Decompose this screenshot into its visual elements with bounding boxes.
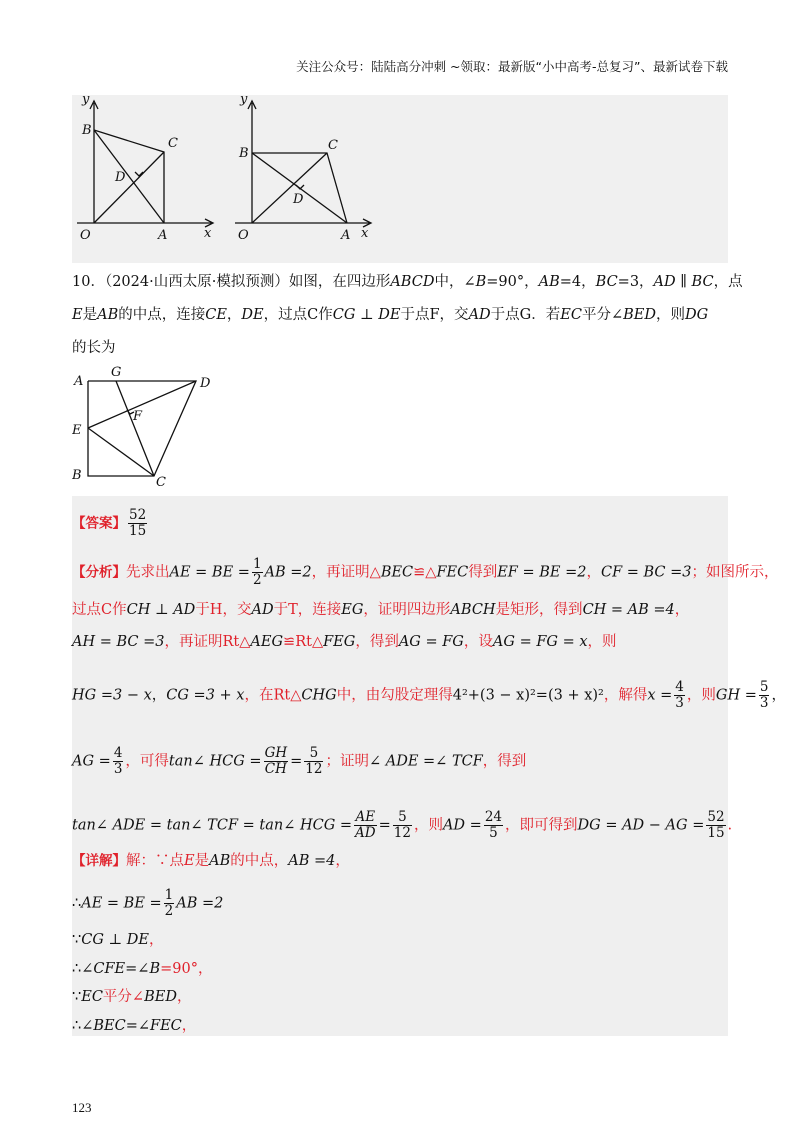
analysis-line-2	[72, 600, 689, 620]
math: AB =2	[264, 564, 312, 581]
math: FEC	[436, 564, 469, 581]
text: ，	[586, 564, 601, 581]
detail-line-5	[72, 987, 191, 1007]
text: 过点C作	[72, 602, 127, 618]
answer-tag: 【答案】	[72, 515, 126, 532]
numerator: 1	[252, 556, 262, 572]
text: =90°，	[160, 961, 213, 977]
fig1-label-B: B	[82, 123, 92, 138]
math: AE = BE =	[81, 895, 162, 912]
text: ，	[148, 932, 164, 948]
denominator: 2	[164, 903, 174, 919]
analysis-tag: 【分析】	[72, 564, 126, 581]
math: AD	[251, 602, 274, 618]
denominator: CH	[264, 761, 287, 777]
label-F: F	[133, 409, 143, 424]
text: 先求出	[126, 564, 170, 581]
text: ∵	[72, 932, 82, 948]
math: BC	[595, 274, 618, 290]
numerator: 52	[129, 507, 147, 523]
math: AG = FG	[398, 634, 464, 650]
math: =∠	[125, 961, 150, 977]
fig1-label-D: D	[115, 170, 126, 185]
fraction	[759, 680, 770, 711]
math: AG = FG = x	[492, 634, 588, 650]
text: ，设	[463, 634, 493, 650]
math: ∠ ADE =∠ TCF	[368, 753, 483, 770]
math: DE	[241, 307, 264, 323]
problem-line-1	[72, 272, 743, 292]
math: AB =4	[288, 853, 336, 869]
fig1-label-O: O	[80, 228, 91, 243]
detail-line-3	[72, 930, 163, 950]
fraction	[252, 557, 263, 588]
math: EG	[341, 602, 364, 618]
math: AD =	[442, 817, 482, 834]
text: ∴∠	[72, 961, 94, 977]
label-E: E	[72, 423, 82, 438]
analysis-line-3	[72, 632, 617, 652]
math: AEG	[250, 634, 284, 650]
analysis-line-1	[72, 557, 779, 588]
text: 平分∠	[581, 307, 624, 323]
text: ∴∠	[72, 1018, 94, 1034]
denominator: AD	[355, 825, 376, 841]
numerator: 24	[484, 809, 502, 825]
fraction	[674, 680, 685, 711]
math: CHG	[301, 687, 337, 704]
text: 于H，交	[195, 602, 252, 618]
math: CFE	[93, 961, 126, 977]
text: 于点F，交	[400, 307, 469, 323]
text: ≌△	[413, 564, 437, 581]
fig1-label-y: y	[82, 95, 90, 107]
fig2-label-O: O	[238, 228, 249, 243]
denominator: 15	[129, 523, 147, 539]
text: ，则	[686, 687, 716, 704]
text: ，过点C作	[263, 307, 333, 323]
text: 得到	[468, 564, 498, 581]
denominator: 2	[252, 572, 262, 588]
numerator: 4	[113, 745, 123, 761]
math: EF = BE =2	[497, 564, 587, 581]
denominator: 3	[759, 695, 769, 711]
math: BEC	[380, 564, 414, 581]
text: =90°，	[486, 274, 539, 290]
analysis-line-5	[72, 746, 526, 777]
math: CG =3 + x	[166, 687, 245, 704]
math: AH = BC =3	[72, 634, 165, 650]
analysis-line-4	[72, 680, 786, 711]
text: ，	[181, 1018, 197, 1034]
math: FEG	[323, 634, 356, 650]
text: ，	[771, 687, 786, 704]
text: ，点	[713, 274, 743, 290]
fraction	[354, 810, 377, 841]
text: 是矩形，得到	[495, 602, 583, 618]
text: ，再证明Rt△	[164, 634, 251, 650]
fig2-label-y: y	[240, 95, 248, 107]
fig2-label-B: B	[239, 146, 249, 161]
text: ，	[674, 602, 690, 618]
math: B	[149, 961, 161, 977]
math: CH = AB =4	[582, 602, 675, 618]
math: DG = AD − AG =	[577, 817, 705, 834]
text: ，解得	[603, 687, 648, 704]
denominator: 12	[305, 761, 323, 777]
fraction	[164, 888, 175, 919]
math: EC	[560, 307, 582, 323]
text: ，再证明△	[311, 564, 381, 581]
text: 于点G．若	[490, 307, 561, 323]
denominator: 3	[675, 695, 684, 711]
analysis-line-6	[72, 810, 732, 841]
text: 10．（2024·山西太原·模拟预测）如图，在四边形	[72, 274, 391, 290]
fraction	[264, 746, 289, 777]
answer-fraction	[128, 508, 147, 539]
label-C: C	[156, 475, 166, 490]
text: 是	[82, 307, 98, 323]
detail-line-4	[72, 959, 212, 979]
fig2-label-D: D	[293, 192, 304, 207]
numerator: 5	[759, 679, 769, 695]
math: CE	[205, 307, 227, 323]
text: ；证明	[325, 753, 369, 770]
math: AE = BE =	[169, 564, 250, 581]
text: .	[727, 817, 733, 834]
math: AB =2	[176, 895, 224, 912]
label-G: G	[111, 365, 122, 380]
text: ，	[151, 687, 167, 704]
problem-line-2	[72, 305, 708, 325]
detail-tag: 【详解】	[72, 853, 126, 869]
numerator: 5	[304, 746, 323, 762]
fig2-label-C: C	[328, 138, 338, 153]
fraction	[304, 746, 323, 777]
text: 中，由勾股定理得	[336, 687, 453, 704]
label-B: B	[72, 468, 82, 483]
math: =	[378, 817, 391, 834]
math: x =	[647, 687, 673, 704]
denominator: 12	[393, 825, 411, 841]
math: =	[290, 753, 303, 770]
text: ，在Rt△	[244, 687, 302, 704]
math: BEC	[93, 1018, 126, 1034]
math: AB	[538, 274, 560, 290]
denominator: 15	[707, 825, 725, 841]
text: ，则	[655, 307, 685, 323]
text: =3，	[617, 274, 654, 290]
math: E	[72, 307, 83, 323]
math: CF = BC =3	[600, 564, 692, 581]
math: DG	[684, 307, 709, 323]
text: 于T，连接	[273, 602, 342, 618]
text: ，得到	[482, 753, 527, 770]
page-header: 关注公众号：陆陆高分冲刺 ~领取：最新版“小中高考-总复习”、最新试卷下载	[296, 59, 728, 74]
answer-line	[72, 508, 149, 539]
text: 是	[194, 853, 210, 869]
text: 中，∠	[434, 274, 476, 290]
fig1-label-A: A	[158, 228, 168, 243]
text: 平分∠	[102, 989, 145, 1005]
math: =∠	[125, 1018, 151, 1034]
denominator: 5	[489, 825, 498, 841]
text: ∵	[72, 989, 82, 1005]
fig1-label-C: C	[168, 136, 178, 151]
math: tan∠ HCG =	[168, 753, 262, 770]
numerator: 1	[164, 887, 174, 903]
text: 的中点，	[230, 853, 289, 869]
detail-line-6	[72, 1016, 196, 1036]
math: ABCH	[450, 602, 496, 618]
math: AD	[468, 307, 491, 323]
quadrilateral-figure	[72, 364, 222, 490]
fraction	[706, 810, 725, 841]
label-A: A	[74, 374, 84, 389]
text: ，得到	[355, 634, 399, 650]
detail-line-1	[72, 851, 350, 871]
math: BED	[144, 989, 177, 1005]
fig2-label-A: A	[341, 228, 351, 243]
text: ，证明四边形	[363, 602, 451, 618]
numerator: 52	[707, 809, 725, 825]
problem-line-3: 的长为	[72, 340, 116, 356]
fraction	[393, 810, 412, 841]
coordinate-figure-1	[72, 95, 222, 245]
detail-line-2	[72, 888, 223, 919]
fraction	[113, 746, 124, 777]
text: ，	[335, 853, 350, 869]
math: 4²+(3 − x)²=(3 + x)²	[452, 687, 604, 704]
math: HG =3 − x	[72, 687, 152, 704]
denominator: 3	[113, 761, 123, 777]
text: 的中点，连接	[118, 307, 206, 323]
text: ，	[226, 307, 242, 323]
text: ，则	[413, 817, 443, 834]
math: E	[184, 853, 195, 869]
text: ，即可得到	[505, 817, 578, 834]
text: 解：∵点	[126, 853, 184, 869]
numerator: AE	[355, 809, 376, 825]
text: ，	[176, 989, 192, 1005]
math: CG ⊥ DE	[81, 932, 149, 948]
text: ∴	[72, 895, 82, 912]
fig1-label-x: x	[204, 226, 212, 241]
math: ABCD	[390, 274, 435, 290]
page-number: 123	[72, 1100, 92, 1115]
numerator: GH	[264, 745, 288, 761]
math: EC	[81, 989, 103, 1005]
numerator: 4	[675, 679, 684, 695]
math: AB	[209, 853, 231, 869]
text: ，可得	[125, 753, 169, 770]
math: FEC	[150, 1018, 182, 1034]
math: CG ⊥ DE	[332, 307, 401, 323]
fraction	[484, 810, 503, 841]
math: B	[475, 274, 487, 290]
text: =4，	[559, 274, 596, 290]
math: AG =	[72, 753, 111, 770]
coordinate-figure-2	[230, 95, 375, 245]
fig2-label-x: x	[361, 226, 369, 241]
text: ；如图所示，	[691, 564, 779, 581]
math: AD ∥ BC	[653, 274, 714, 290]
text: ，则	[587, 634, 617, 650]
label-D: D	[200, 376, 211, 391]
math: tan∠ ADE = tan∠ TCF = tan∠ HCG =	[72, 817, 353, 834]
math: AB	[97, 307, 119, 323]
math: GH =	[715, 687, 757, 704]
math: CH ⊥ AD	[126, 602, 196, 618]
text: ≌Rt△	[283, 634, 324, 650]
math: BED	[623, 307, 656, 323]
numerator: 5	[393, 810, 412, 826]
